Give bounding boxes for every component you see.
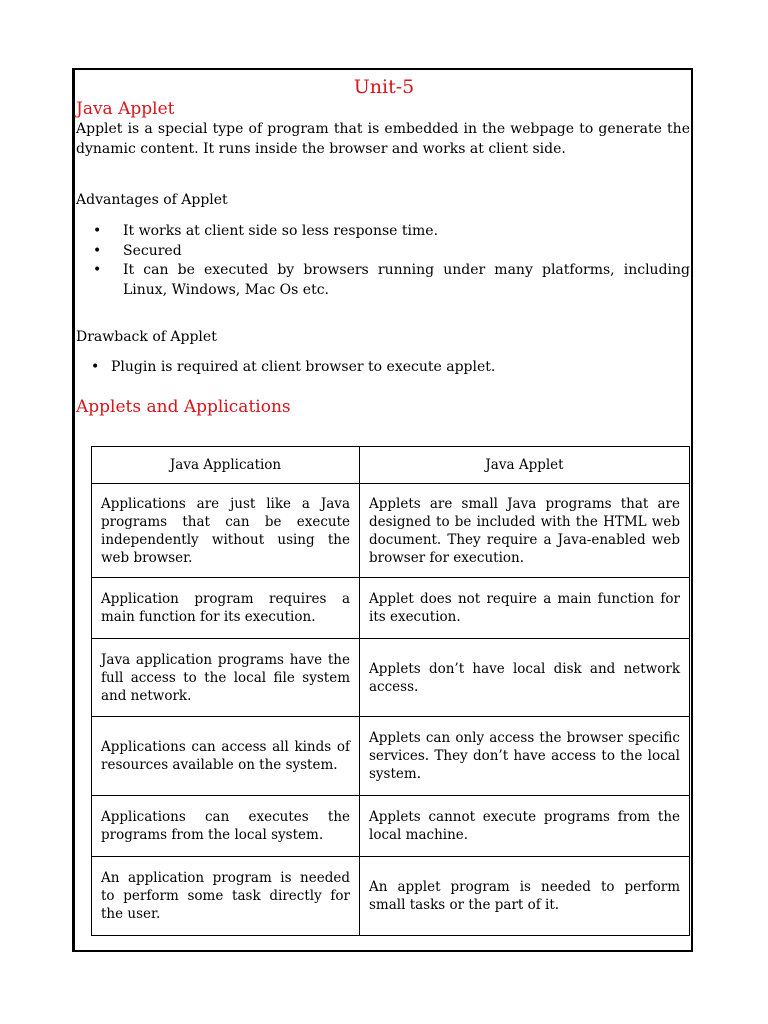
list-item: • Plugin is required at client browser to execute applet. (111, 358, 690, 378)
table-cell: Applets are small Java programs that are designed to be included with the HTML web document. They require a Java-enabled web browser for execution. (360, 484, 690, 578)
column-header-java-application: Java Application (92, 447, 360, 484)
drawback-list (91, 358, 690, 378)
table-row (92, 717, 690, 796)
applets-and-applications-heading: Applets and Applications (76, 397, 291, 417)
bullet-icon: • (91, 359, 100, 375)
table-row (92, 857, 690, 936)
table-cell: Applications can access all kinds of resources available on the system. (92, 717, 360, 796)
bullet-icon: • (93, 242, 102, 259)
drawback-heading: Drawback of Applet (76, 329, 217, 345)
table-row (92, 484, 690, 578)
java-applet-heading: Java Applet (76, 99, 175, 119)
table-cell: An application program is needed to perform some task directly for the user. (92, 857, 360, 936)
advantages-list (93, 222, 690, 300)
table-row (92, 639, 690, 717)
table-row (92, 578, 690, 639)
table-cell: Applications can executes the programs from the local system. (92, 796, 360, 857)
table-cell: Applets cannot execute programs from the local machine. (360, 796, 690, 857)
table-cell: An applet program is needed to perform small tasks or the part of it. (360, 857, 690, 936)
unit-title: Unit-5 (353, 76, 415, 98)
table-cell: Applets don’t have local disk and network access. (360, 639, 690, 717)
list-item: • It can be executed by browsers running under many platforms, including Linux, Windows, Mac Os etc. (93, 262, 690, 298)
column-header-java-applet: Java Applet (360, 447, 690, 484)
applet-intro-paragraph: Applet is a special type of program that is embedded in the webpage to generate the dynamic content. It runs inside the browser and works at client side. (76, 121, 690, 157)
advantages-heading: Advantages of Applet (76, 192, 228, 208)
bullet-icon: • (93, 223, 102, 239)
table-cell: Application program requires a main function for its execution. (92, 578, 360, 639)
table-cell: Applications are just like a Java programs that can be execute independently without using the web browser. (92, 484, 360, 578)
table-cell: Applets can only access the browser specific services. They don’t have access to the local system. (360, 717, 690, 796)
list-item: • Secured (123, 242, 690, 262)
list-item: • It works at client side so less response time. (123, 222, 690, 242)
table-header-row (92, 447, 690, 484)
table-cell: Java application programs have the full access to the local file system and network. (92, 639, 360, 717)
bullet-icon: • (93, 262, 102, 278)
table-row (92, 796, 690, 857)
comparison-table (91, 446, 690, 936)
table-cell: Applet does not require a main function for its execution. (360, 578, 690, 639)
